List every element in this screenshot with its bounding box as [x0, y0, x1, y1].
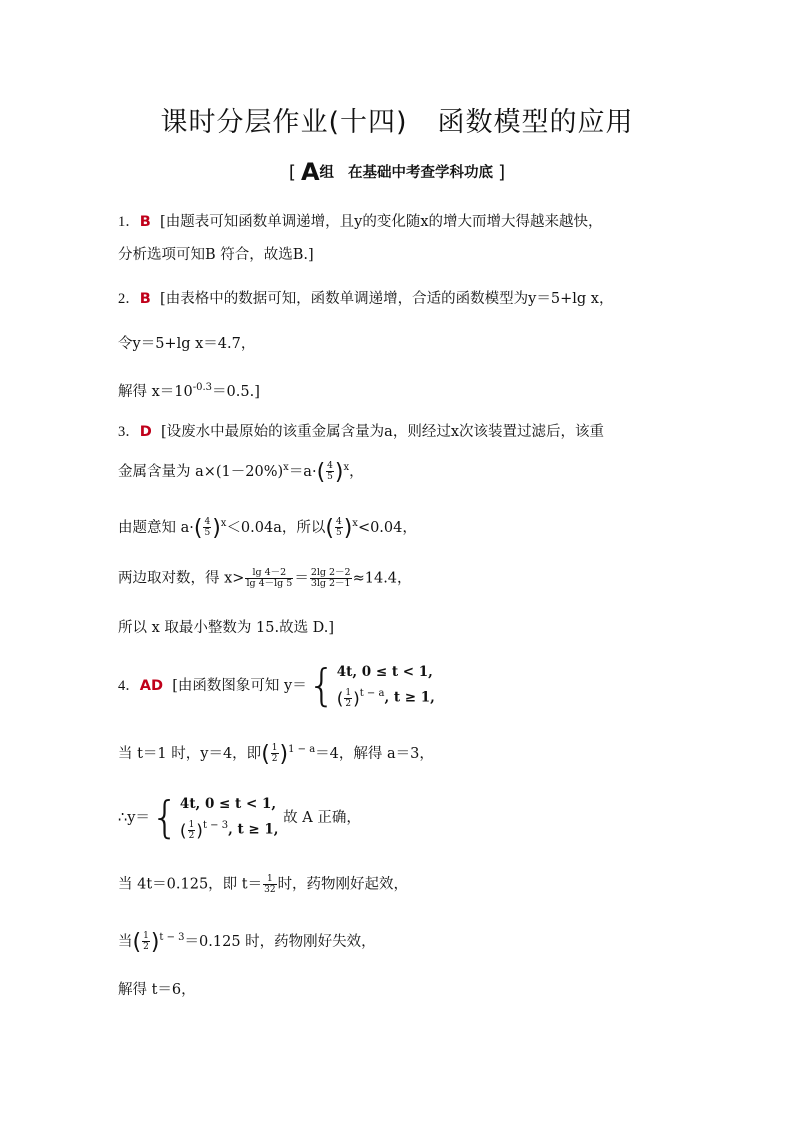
q3-fraction: $\frac{4}{5}$: [327, 461, 333, 483]
q3-line5: [118, 618, 688, 638]
q4-answer: AD: [139, 678, 164, 694]
q3-log-fraction2: $\frac{2\lg 2-2}{3\lg 2-1}$: [310, 567, 351, 589]
q2-line3: [118, 378, 688, 402]
title-sub: 函数模型的应用: [437, 107, 634, 138]
q3-log-fraction1: $\frac{\lg 4-2}{\lg 4-\lg 5}$: [246, 567, 293, 589]
q4-piecewise1: 4t, 0 ≤ t < 1, ( $\frac{1}{2}$ )$^{t - a}$, t ≥ 1,: [336, 664, 435, 710]
q4-text1a: [由函数图象可知 y＝: [172, 678, 307, 694]
q3-text4a: 两边取对数，得 x>: [118, 570, 245, 587]
q3-text2b: ＝a·: [288, 463, 317, 480]
group-label: 组: [319, 165, 335, 181]
q1-number: 1．: [118, 214, 140, 230]
q4-line5: 当( $\frac{1}{2}$ )$^{t - 3}$＝0.125 时，药物刚好失效，: [118, 929, 376, 955]
q3-line3: 由题意知 a·( $\frac{4}{5}$ )$^x$＜0.04a，所以( $\frac{4}{5}$ )$^x$<0.04，: [118, 515, 417, 541]
q2-answer: B: [139, 291, 151, 307]
group-heading: [0, 158, 794, 186]
q2-text3a: 解得 x＝10: [118, 383, 193, 400]
q4-line1: 4．AD [由函数图象可知 y＝{4t, 0 ≤ t < 1, ( $\frac{1}{2}$ )$^{t - a}$, t ≥ 1,: [118, 660, 435, 711]
q2-text1: [由表格中的数据可知，函数单调递增，合适的函数模型为y＝5+lg x，: [160, 291, 614, 307]
q4-text3a: ∴y＝: [118, 810, 150, 826]
q1-text2: 分析选项可知B 符合，故选B.]: [118, 247, 314, 263]
group-letter: A: [300, 158, 320, 186]
q3-text5: 所以 x 取最小整数为 15.故选 D.]: [118, 620, 335, 636]
q3-text1: [设废水中最原始的该重金属含量为a，则经过x次该装置过滤后，该重: [161, 424, 604, 440]
q1-text1: [由题表可知函数单调递增，且y的变化随x的增大而增大得越来越快，: [160, 214, 603, 230]
q3-answer: D: [139, 424, 152, 440]
q4-text2a: 当 t＝1 时，y＝4，即: [118, 745, 262, 762]
q4-line4: 当 4t＝0.125，即 t＝ $\frac{1}{32}$ 时，药物刚好起效，: [118, 874, 409, 895]
q4-text5a: 当: [118, 933, 133, 950]
q1-line2: [118, 245, 688, 265]
q1-answer: B: [139, 214, 151, 230]
group-bracket-close: ]: [498, 162, 506, 183]
q4-text4a: 当 4t＝0.125，即 t＝: [118, 876, 263, 893]
q2-text3b: ＝0.5.]: [212, 383, 260, 400]
q3-text4b: ≈14.4，: [352, 570, 412, 587]
q2-line1: [118, 289, 688, 309]
q3-line4: 两边取对数，得 x> $\frac{\lg 4-2}{\lg 4-\lg 5}$ ＝ $\frac{2\lg 2-2}{3\lg 2-1}$ ≈14.4，: [118, 567, 412, 589]
q4-number: 4．: [118, 678, 140, 694]
q2-text2: 令y＝5+lg x＝4.7，: [118, 336, 256, 352]
q3-text2a: 金属含量为 a×(1－20%): [118, 463, 284, 480]
q2-number: 2．: [118, 291, 140, 307]
q4-text2b: ＝4，解得 a＝3，: [315, 745, 434, 762]
q3-line1: [118, 422, 688, 442]
q3-exp1: x: [283, 462, 289, 473]
q3-text3b: ＜0.04a，所以: [226, 519, 326, 536]
q4-line3: ∴y＝{4t, 0 ≤ t < 1, ( $\frac{1}{2}$ )$^{t - 3}$, t ≥ 1, 故 A 正确，: [118, 792, 361, 843]
q3-text3a: 由题意知 a·: [118, 519, 194, 536]
q2-line2: [118, 334, 688, 354]
group-bracket-open: [: [288, 162, 296, 183]
q4-text4b: 时，药物刚好起效，: [277, 876, 409, 893]
title-main: 课时分层作业(十四): [160, 107, 408, 138]
q4-text5b: ＝0.125 时，药物刚好失效，: [184, 933, 376, 950]
q3-line2: 金属含量为 $a\times(1-20\%)^x=a\cdot$( $\frac{4}{5}$ )$^x$，: [118, 459, 364, 485]
q3-number: 3．: [118, 424, 140, 440]
q4-piecewise2: 4t, 0 ≤ t < 1, ( $\frac{1}{2}$ )$^{t - 3}$, t ≥ 1,: [179, 796, 279, 842]
q2-exponent: -0.3: [192, 382, 213, 393]
q4-line2: 当 t＝1 时，y＝4，即( $\frac{1}{2}$ )$^{1 - a}$＝4，解得 a＝3，: [118, 741, 434, 767]
page-title: [0, 100, 794, 139]
q4-text3b: 故 A 正确，: [283, 810, 361, 826]
q4-line6: [118, 980, 688, 1000]
q3-text3c: <0.04，: [357, 519, 417, 536]
q1-line1: [118, 212, 688, 232]
q4-text6: 解得 t＝6，: [118, 982, 196, 998]
group-text: 在基础中考查学科功底: [348, 165, 494, 181]
